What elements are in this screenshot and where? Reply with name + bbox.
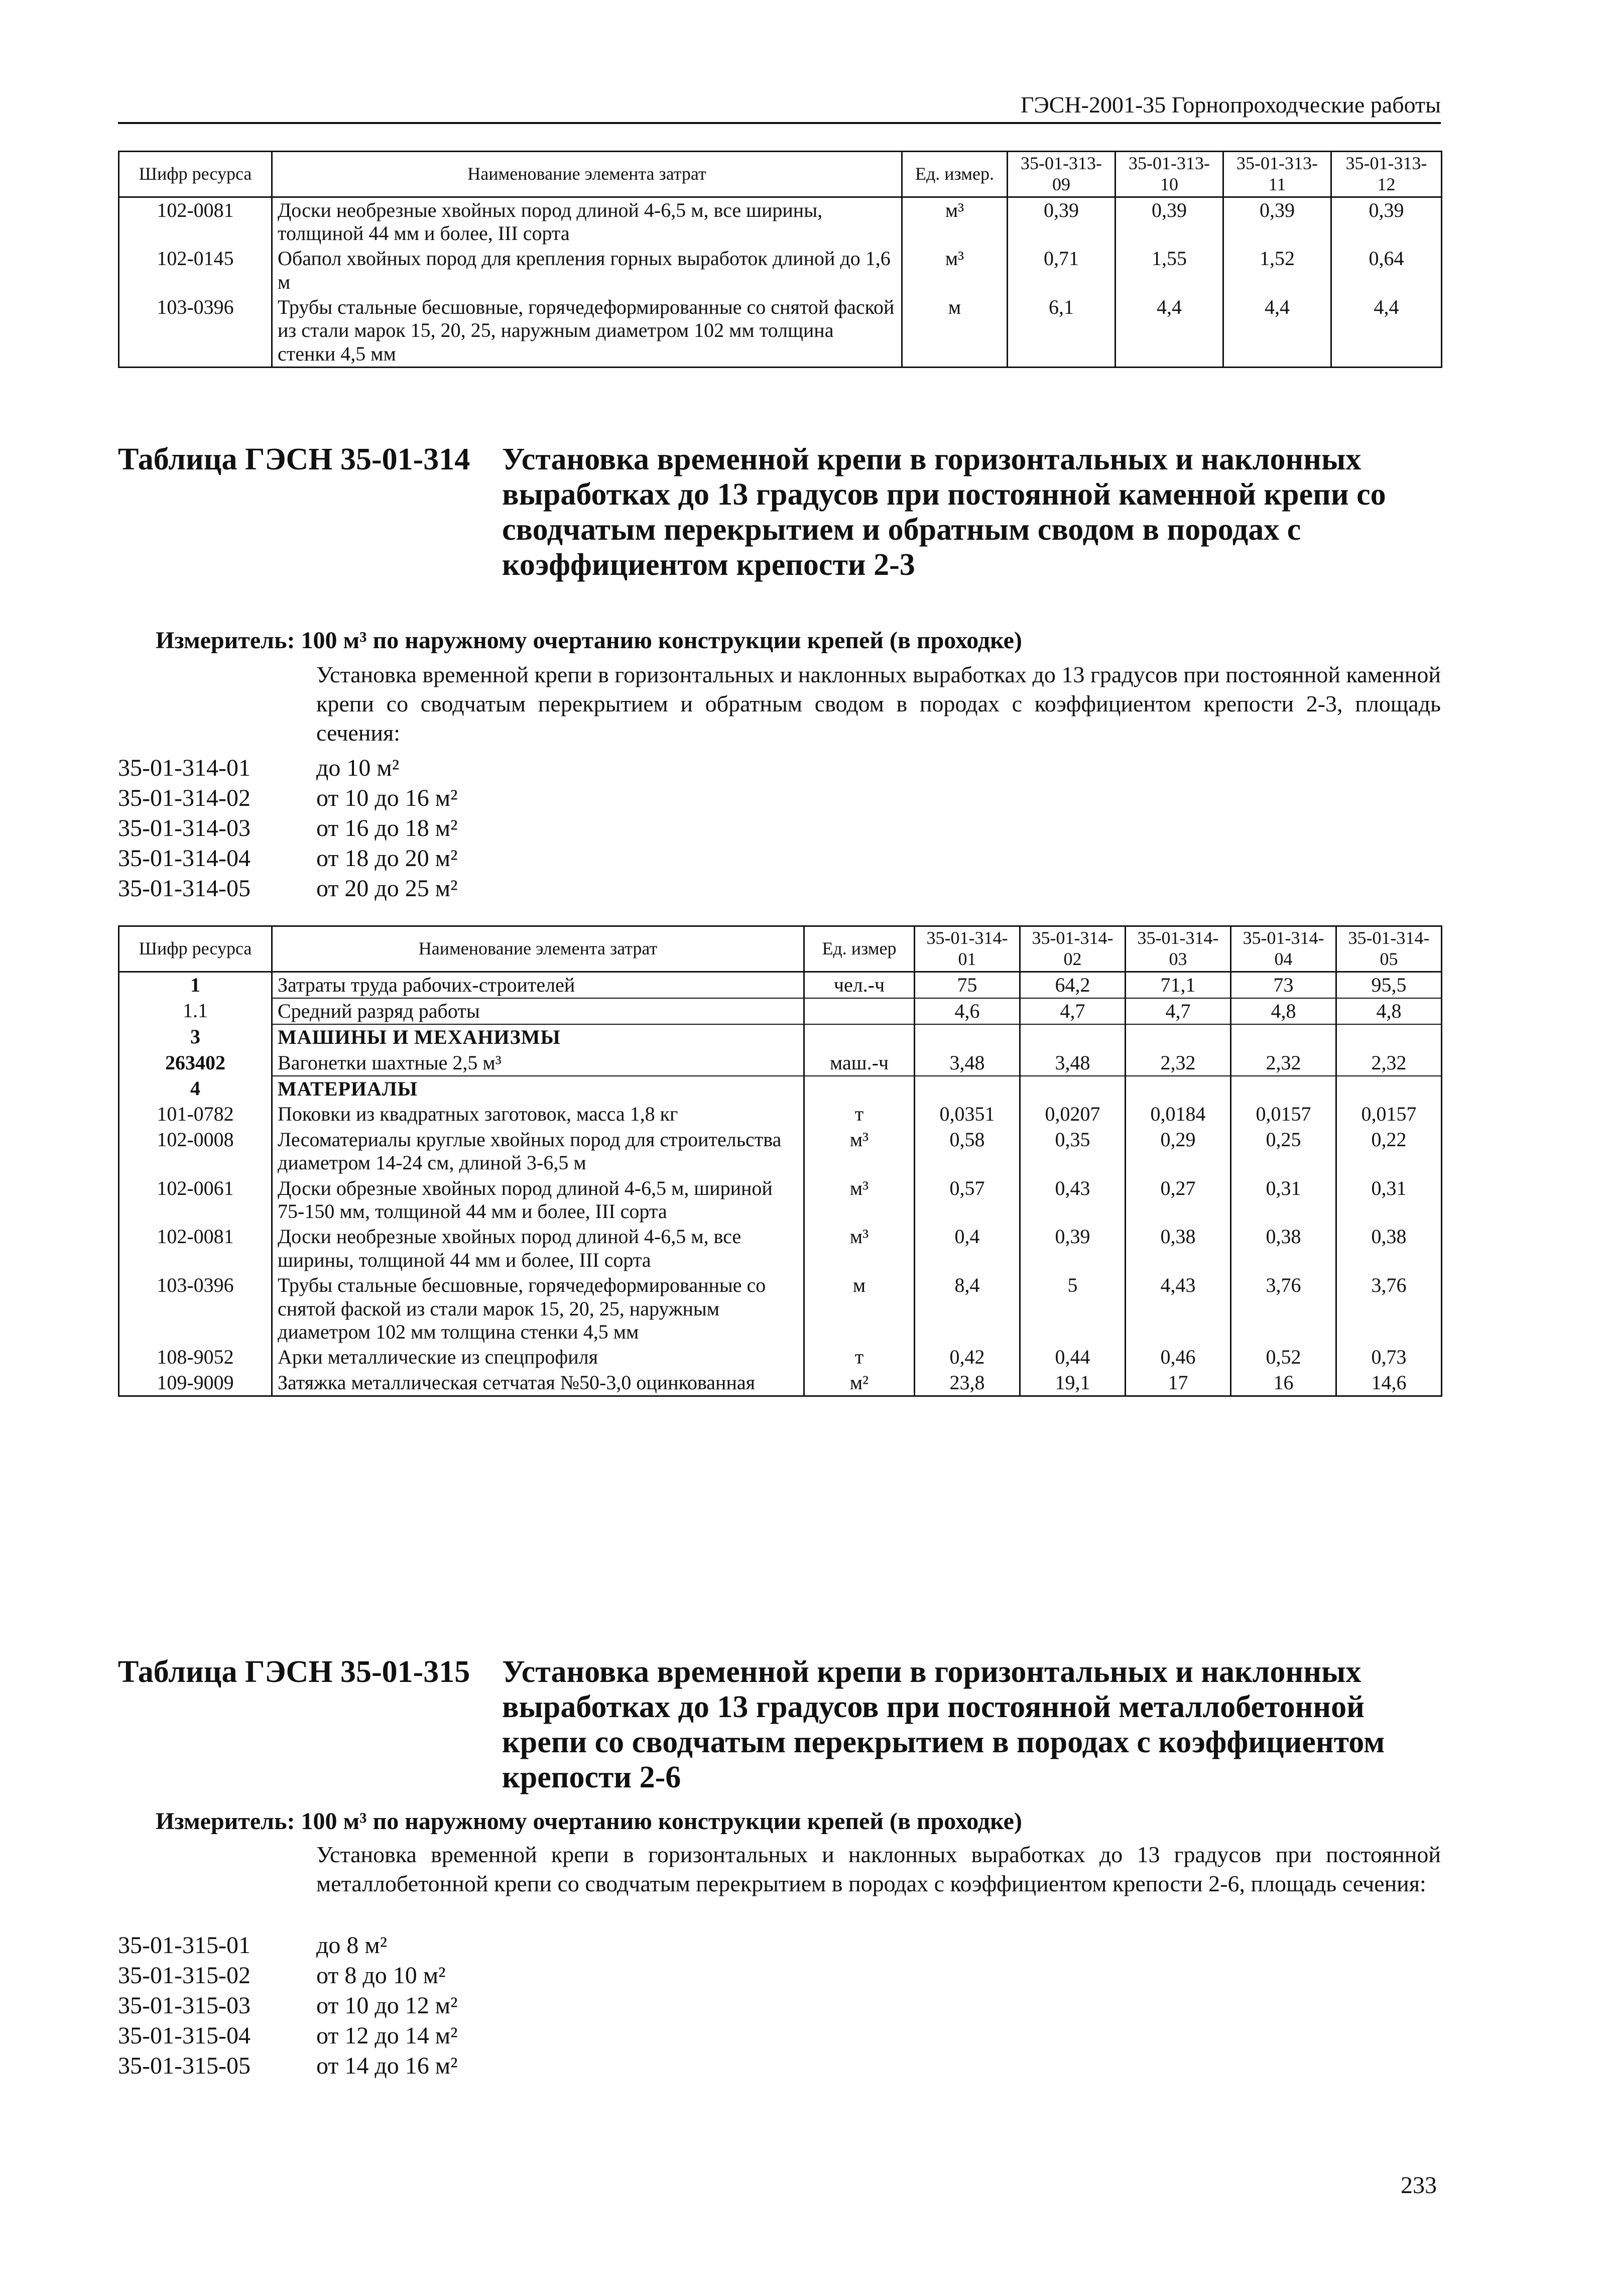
subtable-code-row bbox=[118, 843, 458, 874]
subtable-code-row bbox=[118, 783, 458, 813]
subtable-area: от 10 до 12 м² bbox=[316, 1992, 458, 2019]
table-row bbox=[119, 1176, 1442, 1225]
table-row bbox=[119, 1273, 1442, 1345]
page-number: 233 bbox=[1401, 2172, 1437, 2199]
table-row bbox=[119, 998, 1442, 1024]
table-row bbox=[119, 1024, 1442, 1050]
subtable-code-row bbox=[118, 1991, 458, 2021]
col-header-314-01: 35-01-314-01 bbox=[915, 926, 1020, 972]
table-314-heading: Установка временной крепи в горизонтальных и наклонных выработках до 13 градусов при постоянной каменной крепи со сводчатым перекрытием и обратным сводом в породах с коэффициентом крепости 2-3 bbox=[502, 442, 1386, 582]
value-cell bbox=[1126, 1024, 1231, 1050]
table-314-label: Таблица ГЭСН 35-01-314 bbox=[118, 442, 470, 476]
value-cell: 0,71 bbox=[1008, 246, 1116, 295]
col-header-name: Наименование элемента затрат bbox=[272, 926, 804, 972]
value-cell bbox=[1336, 1076, 1442, 1102]
value-cell: 0,39 bbox=[1223, 197, 1331, 246]
value-cell: 0,73 bbox=[1336, 1345, 1442, 1370]
value-cell: 4,4 bbox=[1331, 295, 1442, 368]
table-row bbox=[119, 1345, 1442, 1370]
subtable-code-row bbox=[118, 1930, 458, 1961]
resource-table-313 bbox=[118, 151, 1442, 368]
value-cell: 16 bbox=[1231, 1370, 1336, 1396]
unit-cell bbox=[804, 1076, 915, 1102]
subtable-area: до 10 м² bbox=[316, 755, 400, 781]
value-cell: 0,0157 bbox=[1336, 1102, 1442, 1127]
table-315-meter: Измеритель: 100 м³ по наружному очертанию конструкции крепей (в проходке) bbox=[156, 1808, 1022, 1835]
unit-cell: м³ bbox=[902, 197, 1008, 246]
table-row bbox=[119, 1102, 1442, 1127]
resource-name-cell: Арки металлические из спецпрофиля bbox=[272, 1345, 804, 1370]
value-cell: 0,31 bbox=[1231, 1176, 1336, 1225]
subtable-code: 35-01-314-05 bbox=[118, 875, 251, 902]
resource-code-cell: 3 bbox=[119, 1024, 272, 1050]
resource-code-cell: 102-0081 bbox=[119, 197, 272, 246]
resource-code-cell: 1.1 bbox=[119, 998, 272, 1024]
value-cell: 0,52 bbox=[1231, 1345, 1336, 1370]
table-row bbox=[119, 1127, 1442, 1176]
value-cell: 0,38 bbox=[1126, 1224, 1231, 1273]
table-row bbox=[119, 1224, 1442, 1273]
value-cell: 2,32 bbox=[1126, 1050, 1231, 1076]
resource-name-cell: Доски обрезные хвойных пород длиной 4-6,5 м, шириной 75-150 мм, толщиной 44 мм и более, III сорта bbox=[272, 1176, 804, 1225]
value-cell: 2,32 bbox=[1336, 1050, 1442, 1076]
resource-name-cell: Трубы стальные бесшовные, горячедеформированные со снятой фаской из стали марок 15, 20, 25, наружным диаметром 102 мм толщина стенки 4,5 мм bbox=[272, 295, 902, 368]
table-314-meter: Измеритель: 100 м³ по наружному очертанию конструкции крепей (в проходке) bbox=[156, 627, 1022, 654]
subtable-area: до 8 м² bbox=[316, 1932, 388, 1959]
resource-name-cell: Трубы стальные бесшовные, горячедеформированные со снятой фаской из стали марок 15, 20, 25, наружным диаметром 102 мм толщина стенки 4,5 мм bbox=[272, 1273, 804, 1345]
subtable-area: от 18 до 20 м² bbox=[316, 845, 458, 872]
resource-name-cell: Доски необрезные хвойных пород длиной 4-6,5 м, все ширины, толщиной 44 мм и более, III сорта bbox=[272, 1224, 804, 1273]
value-cell: 23,8 bbox=[915, 1370, 1020, 1396]
subtable-code: 35-01-315-02 bbox=[118, 1962, 251, 1989]
value-cell: 0,39 bbox=[1331, 197, 1442, 246]
subtable-code: 35-01-314-04 bbox=[118, 845, 251, 872]
value-cell: 0,38 bbox=[1231, 1224, 1336, 1273]
table-314-codes bbox=[118, 753, 458, 904]
value-cell: 71,1 bbox=[1126, 972, 1231, 998]
resource-code-cell: 102-0061 bbox=[119, 1176, 272, 1225]
value-cell: 0,38 bbox=[1336, 1224, 1442, 1273]
value-cell: 0,27 bbox=[1126, 1176, 1231, 1225]
table-header-row bbox=[119, 926, 1442, 972]
subtable-code: 35-01-314-02 bbox=[118, 785, 251, 811]
unit-cell: м³ bbox=[804, 1224, 915, 1273]
value-cell: 0,31 bbox=[1336, 1176, 1442, 1225]
value-cell: 95,5 bbox=[1336, 972, 1442, 998]
value-cell: 4,6 bbox=[915, 998, 1020, 1024]
subtable-area: от 16 до 18 м² bbox=[316, 815, 458, 841]
value-cell: 6,1 bbox=[1008, 295, 1116, 368]
unit-cell: м bbox=[804, 1273, 915, 1345]
value-cell bbox=[915, 1076, 1020, 1102]
value-cell: 0,0207 bbox=[1020, 1102, 1126, 1127]
resource-code-cell: 103-0396 bbox=[119, 295, 272, 368]
value-cell bbox=[1231, 1024, 1336, 1050]
col-header-314-02: 35-01-314-02 bbox=[1020, 926, 1126, 972]
table-315-label: Таблица ГЭСН 35-01-315 bbox=[118, 1655, 470, 1689]
subtable-code-row bbox=[118, 874, 458, 904]
table-314-description: Установка временной крепи в горизонтальных и наклонных выработках до 13 градусов при постоянной каменной крепи со сводчатым перекрытием и обратным сводом в породах с коэффициентом крепости 2-3, площадь сечения: bbox=[316, 662, 1441, 746]
resource-code-cell: 102-0081 bbox=[119, 1224, 272, 1273]
value-cell: 8,4 bbox=[915, 1273, 1020, 1345]
value-cell: 4,7 bbox=[1126, 998, 1231, 1024]
value-cell: 4,8 bbox=[1231, 998, 1336, 1024]
resource-name-cell: Поковки из квадратных заготовок, масса 1,8 кг bbox=[272, 1102, 804, 1127]
unit-cell: чел.-ч bbox=[804, 972, 915, 998]
col-header-code: Шифр ресурса bbox=[119, 152, 272, 197]
value-cell: 0,58 bbox=[915, 1127, 1020, 1176]
value-cell: 0,43 bbox=[1020, 1176, 1126, 1225]
value-cell: 4,43 bbox=[1126, 1273, 1231, 1345]
value-cell: 0,0351 bbox=[915, 1102, 1020, 1127]
value-cell: 64,2 bbox=[1020, 972, 1126, 998]
resource-name-cell: МАШИНЫ И МЕХАНИЗМЫ bbox=[272, 1024, 804, 1050]
value-cell bbox=[1231, 1076, 1336, 1102]
table-header-row bbox=[119, 152, 1442, 197]
value-cell: 0,0157 bbox=[1231, 1102, 1336, 1127]
table-314-title bbox=[118, 442, 1456, 582]
unit-cell: маш.-ч bbox=[804, 1050, 915, 1076]
col-header-314-03: 35-01-314-03 bbox=[1126, 926, 1231, 972]
table-315-codes bbox=[118, 1930, 458, 2081]
value-cell: 0,64 bbox=[1331, 246, 1442, 295]
col-header-code: Шифр ресурса bbox=[119, 926, 272, 972]
value-cell: 1,55 bbox=[1116, 246, 1223, 295]
subtable-code-row bbox=[118, 813, 458, 843]
resource-code-cell: 109-9009 bbox=[119, 1370, 272, 1396]
unit-cell: м³ bbox=[804, 1127, 915, 1176]
value-cell: 3,76 bbox=[1336, 1273, 1442, 1345]
value-cell: 14,6 bbox=[1336, 1370, 1442, 1396]
resource-name-cell: Затраты труда рабочих-строителей bbox=[272, 972, 804, 998]
unit-cell bbox=[804, 1024, 915, 1050]
value-cell: 0,39 bbox=[1008, 197, 1116, 246]
resource-code-cell: 102-0145 bbox=[119, 246, 272, 295]
value-cell: 3,48 bbox=[1020, 1050, 1126, 1076]
value-cell: 4,4 bbox=[1223, 295, 1331, 368]
subtable-code-row bbox=[118, 1961, 458, 1991]
subtable-area: от 8 до 10 м² bbox=[316, 1962, 446, 1989]
resource-code-cell: 4 bbox=[119, 1076, 272, 1102]
unit-cell: м bbox=[902, 295, 1008, 368]
value-cell: 0,44 bbox=[1020, 1345, 1126, 1370]
value-cell: 75 bbox=[915, 972, 1020, 998]
value-cell: 0,35 bbox=[1020, 1127, 1126, 1176]
subtable-code: 35-01-315-03 bbox=[118, 1992, 251, 2019]
value-cell: 3,76 bbox=[1231, 1273, 1336, 1345]
col-header-313-09: 35-01-313-09 bbox=[1008, 152, 1116, 197]
resource-table-314 bbox=[118, 925, 1442, 1397]
table-row bbox=[119, 246, 1442, 295]
value-cell: 0,46 bbox=[1126, 1345, 1231, 1370]
value-cell bbox=[1020, 1076, 1126, 1102]
resource-name-cell: МАТЕРИАЛЫ bbox=[272, 1076, 804, 1102]
value-cell: 0,29 bbox=[1126, 1127, 1231, 1176]
resource-code-cell: 1 bbox=[119, 972, 272, 998]
resource-code-cell: 102-0008 bbox=[119, 1127, 272, 1176]
value-cell: 2,32 bbox=[1231, 1050, 1336, 1076]
subtable-area: от 12 до 14 м² bbox=[316, 2022, 458, 2049]
value-cell: 0,39 bbox=[1116, 197, 1223, 246]
col-header-314-05: 35-01-314-05 bbox=[1336, 926, 1442, 972]
subtable-area: от 20 до 25 м² bbox=[316, 875, 458, 902]
value-cell: 0,25 bbox=[1231, 1127, 1336, 1176]
resource-name-cell: Средний разряд работы bbox=[272, 998, 804, 1024]
value-cell: 4,4 bbox=[1116, 295, 1223, 368]
subtable-code-row bbox=[118, 2051, 458, 2081]
resource-name-cell: Лесоматериалы круглые хвойных пород для строительства диаметром 14-24 см, длиной 3-6,5 м bbox=[272, 1127, 804, 1176]
table-row bbox=[119, 1370, 1442, 1396]
value-cell bbox=[1126, 1076, 1231, 1102]
table-row bbox=[119, 1050, 1442, 1076]
subtable-code: 35-01-315-05 bbox=[118, 2052, 251, 2079]
table-row bbox=[119, 295, 1442, 368]
subtable-area: от 14 до 16 м² bbox=[316, 2052, 458, 2079]
table-row bbox=[119, 1076, 1442, 1102]
col-header-313-11: 35-01-313-11 bbox=[1223, 152, 1331, 197]
resource-code-cell: 263402 bbox=[119, 1050, 272, 1076]
value-cell: 0,57 bbox=[915, 1176, 1020, 1225]
value-cell: 5 bbox=[1020, 1273, 1126, 1345]
table-row bbox=[119, 972, 1442, 998]
table-315-description: Установка временной крепи в горизонтальных и наклонных выработках до 13 градусов при постоянной металлобетонной крепи со сводчатым перекрытием в породах с коэффициентом крепости 2-6, площадь сечения: bbox=[316, 1842, 1441, 1896]
resource-code-cell: 103-0396 bbox=[119, 1273, 272, 1345]
unit-cell: м² bbox=[804, 1370, 915, 1396]
value-cell: 17 bbox=[1126, 1370, 1231, 1396]
unit-cell: т bbox=[804, 1345, 915, 1370]
page-header: ГЭСН-2001-35 Горнопроходческие работы bbox=[118, 91, 1441, 124]
value-cell: 1,52 bbox=[1223, 246, 1331, 295]
value-cell: 0,22 bbox=[1336, 1127, 1442, 1176]
col-header-313-10: 35-01-313-10 bbox=[1116, 152, 1223, 197]
value-cell: 0,0184 bbox=[1126, 1102, 1231, 1127]
value-cell: 0,42 bbox=[915, 1345, 1020, 1370]
value-cell bbox=[1336, 1024, 1442, 1050]
resource-code-cell: 101-0782 bbox=[119, 1102, 272, 1127]
table-row bbox=[119, 197, 1442, 246]
unit-cell: т bbox=[804, 1102, 915, 1127]
table-315-title bbox=[118, 1654, 1456, 1795]
value-cell: 19,1 bbox=[1020, 1370, 1126, 1396]
col-header-name: Наименование элемента затрат bbox=[272, 152, 902, 197]
value-cell: 3,48 bbox=[915, 1050, 1020, 1076]
value-cell: 73 bbox=[1231, 972, 1336, 998]
subtable-code: 35-01-314-03 bbox=[118, 815, 251, 841]
resource-name-cell: Обапол хвойных пород для крепления горных выработок длиной до 1,6 м bbox=[272, 246, 902, 295]
value-cell bbox=[1020, 1024, 1126, 1050]
value-cell bbox=[915, 1024, 1020, 1050]
table-315-heading: Установка временной крепи в горизонтальных и наклонных выработках до 13 градусов при постоянной металлобетонной крепи со сводчатым перекрытием в породах с коэффициентом крепости 2-6 bbox=[502, 1655, 1385, 1794]
resource-name-cell: Доски необрезные хвойных пород длиной 4-6,5 м, все ширины, толщиной 44 мм и более, III сорта bbox=[272, 197, 902, 246]
resource-name-cell: Затяжка металлическая сетчатая №50-3,0 оцинкованная bbox=[272, 1370, 804, 1396]
col-header-314-04: 35-01-314-04 bbox=[1231, 926, 1336, 972]
subtable-code: 35-01-315-04 bbox=[118, 2022, 251, 2049]
col-header-unit: Ед. измер. bbox=[902, 152, 1008, 197]
subtable-code: 35-01-314-01 bbox=[118, 755, 251, 781]
value-cell: 0,4 bbox=[915, 1224, 1020, 1273]
unit-cell: м³ bbox=[804, 1176, 915, 1225]
unit-cell bbox=[804, 998, 915, 1024]
subtable-area: от 10 до 16 м² bbox=[316, 785, 458, 811]
resource-name-cell: Вагонетки шахтные 2,5 м³ bbox=[272, 1050, 804, 1076]
subtable-code-row bbox=[118, 753, 458, 783]
value-cell: 4,7 bbox=[1020, 998, 1126, 1024]
value-cell: 0,39 bbox=[1020, 1224, 1126, 1273]
subtable-code: 35-01-315-01 bbox=[118, 1932, 251, 1959]
value-cell: 4,8 bbox=[1336, 998, 1442, 1024]
col-header-313-12: 35-01-313-12 bbox=[1331, 152, 1442, 197]
subtable-code-row bbox=[118, 2021, 458, 2051]
resource-code-cell: 108-9052 bbox=[119, 1345, 272, 1370]
col-header-unit: Ед. измер bbox=[804, 926, 915, 972]
unit-cell: м³ bbox=[902, 246, 1008, 295]
